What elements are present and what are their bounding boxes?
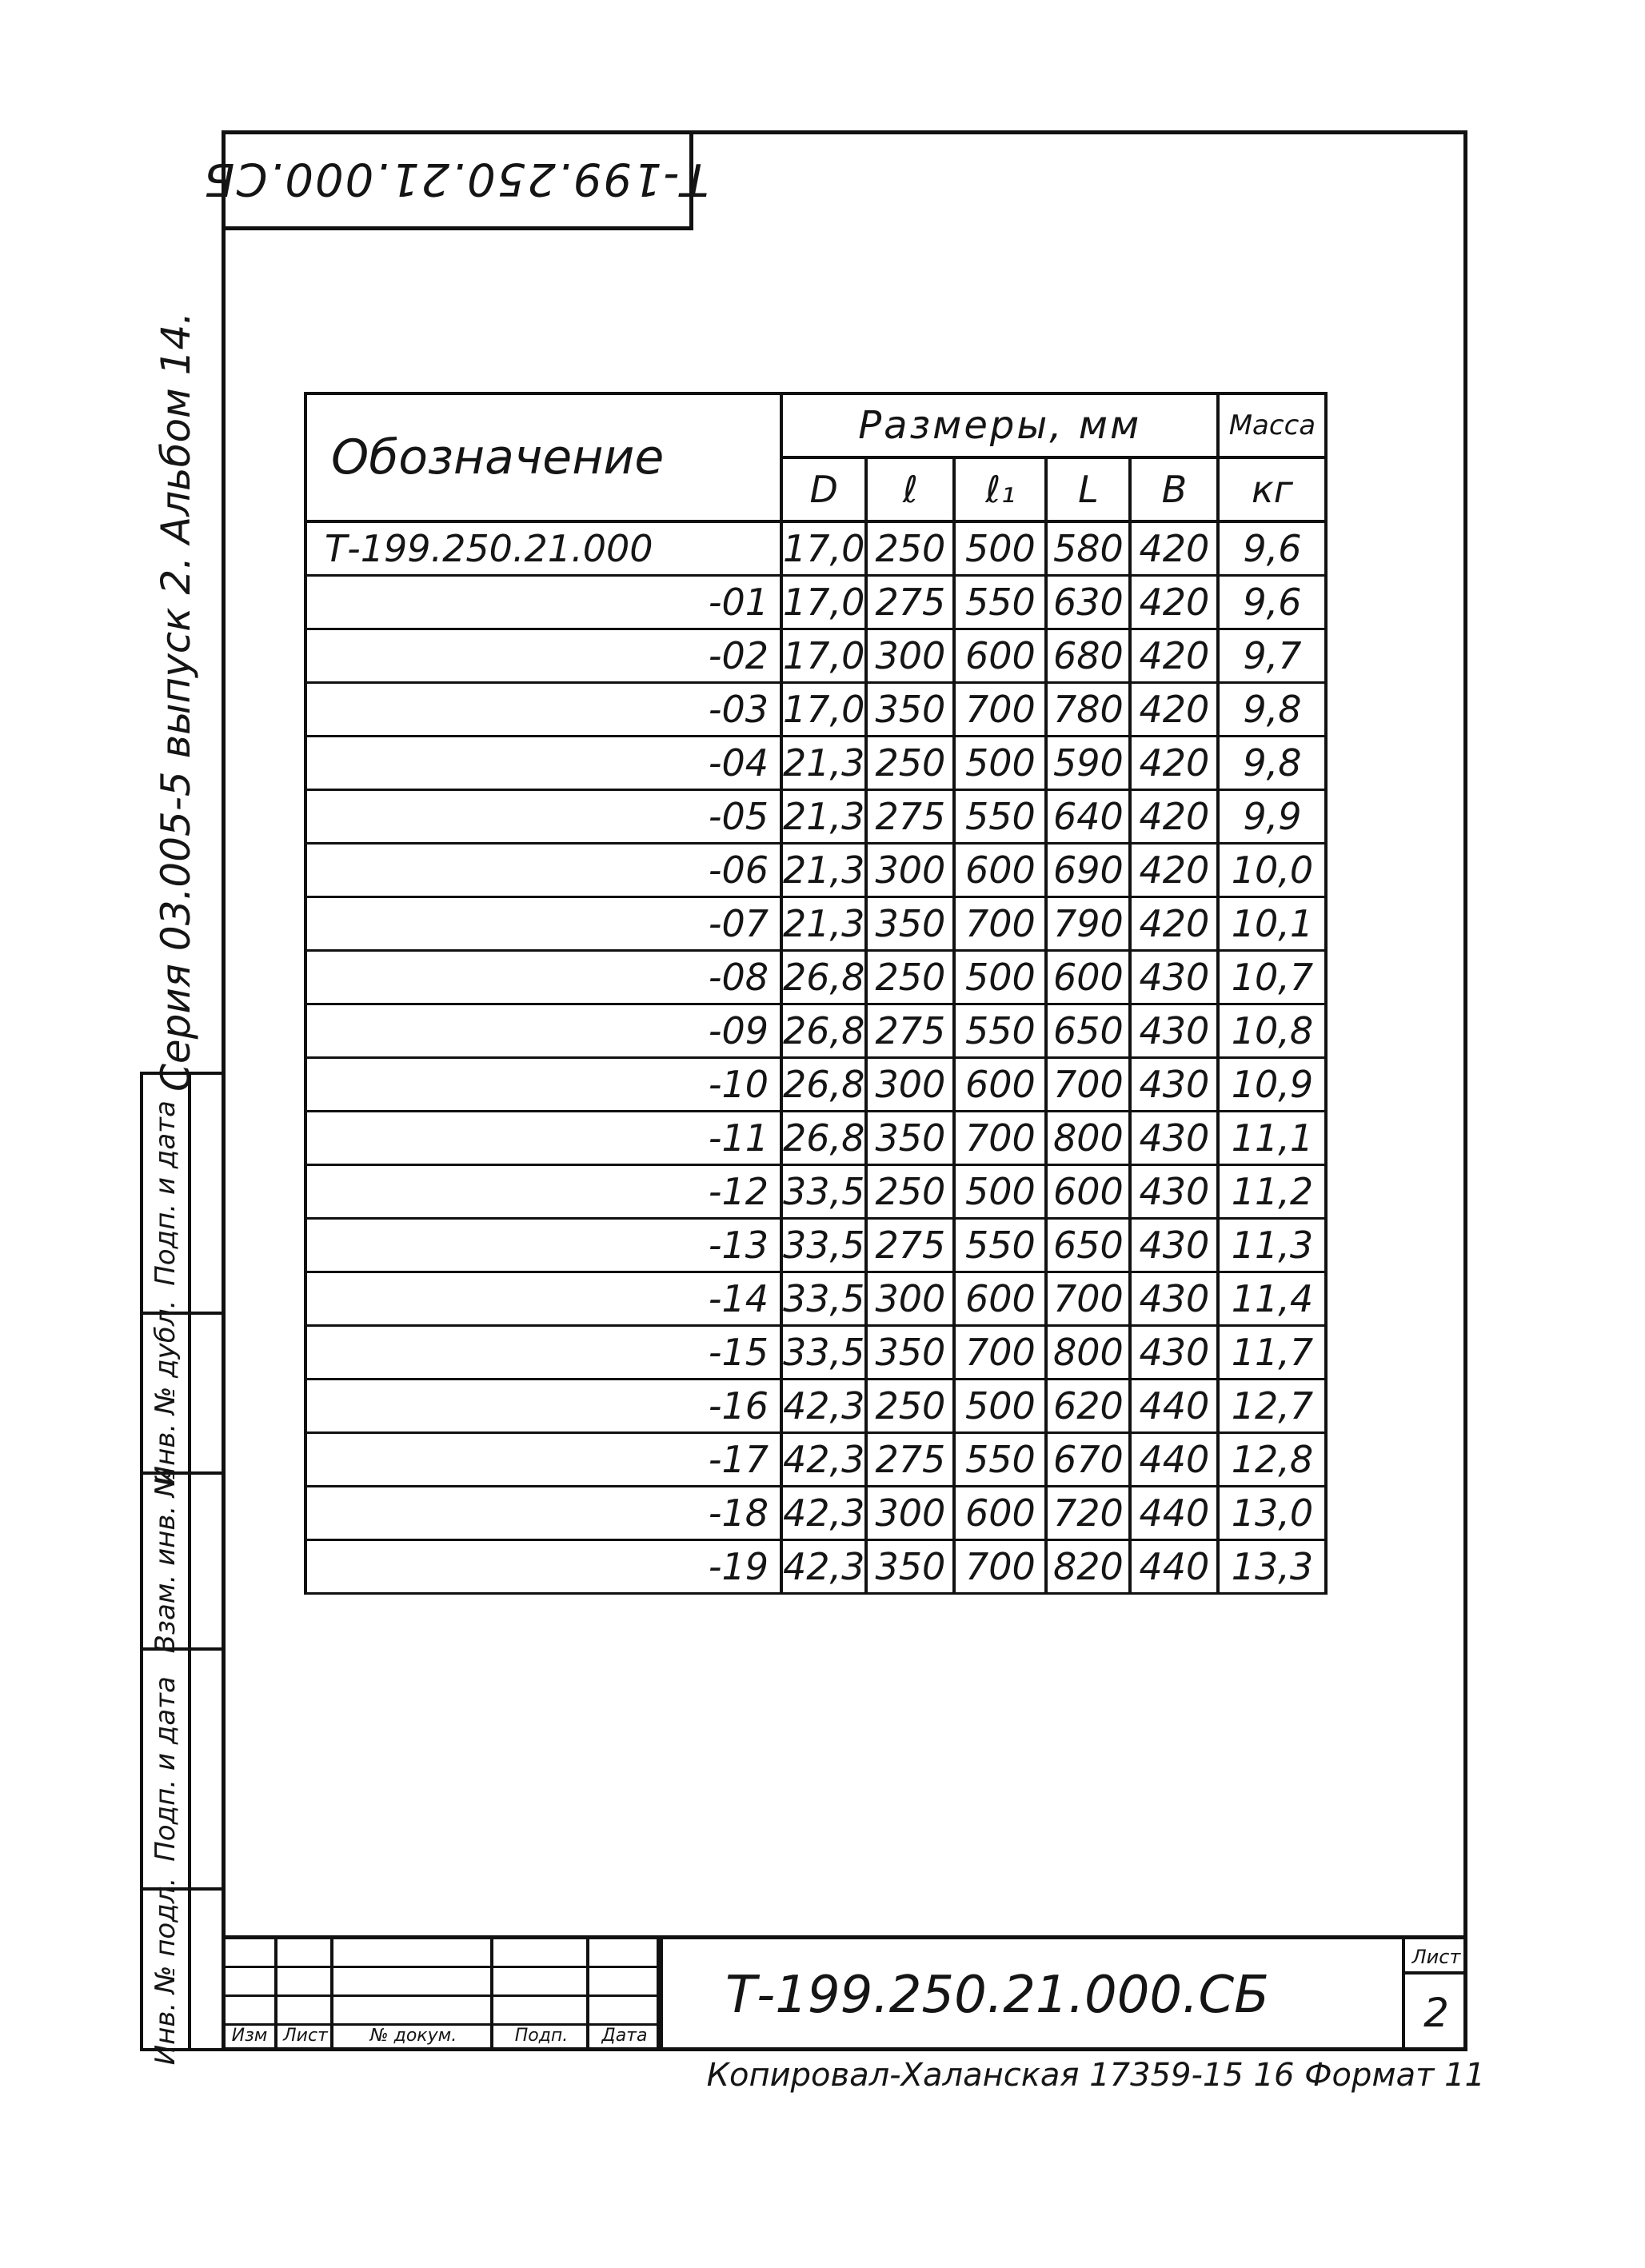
table-row: [305, 1112, 1326, 1165]
cell-designation: -06: [305, 844, 781, 897]
cell-d: 17,0: [781, 576, 866, 629]
cell-b: 420: [1130, 897, 1218, 951]
cell-designation: -11: [305, 1112, 781, 1165]
header-col-l1: ℓ₁: [954, 457, 1046, 521]
document-number: Т-199.250.21.000.СБ: [725, 1966, 1270, 2025]
cell-designation: -12: [305, 1165, 781, 1219]
corner-stamp-text: Т-199.250.21.000.СБ: [202, 152, 709, 205]
table-row: [305, 737, 1326, 790]
cell-length: 800: [1046, 1326, 1130, 1380]
cell-b: 430: [1130, 1165, 1218, 1219]
cell-d: 33,5: [781, 1272, 866, 1326]
table-row: [305, 951, 1326, 1004]
cell-mass: 13,3: [1218, 1540, 1326, 1594]
table-row: [305, 1380, 1326, 1433]
sheet-number: 2: [1423, 1990, 1449, 2036]
cell-l1: 700: [954, 1112, 1046, 1165]
cell-l1: 550: [954, 576, 1046, 629]
cell-l1: 700: [954, 897, 1046, 951]
cell-b: 420: [1130, 576, 1218, 629]
cell-l: 250: [866, 737, 954, 790]
cell-designation: -01: [305, 576, 781, 629]
tb-header-date: Дата: [601, 2026, 648, 2046]
cell-l1: 700: [954, 1540, 1046, 1594]
cell-b: 430: [1130, 951, 1218, 1004]
cell-l1: 500: [954, 1380, 1046, 1433]
cell-l1: 550: [954, 1219, 1046, 1272]
cell-designation: -07: [305, 897, 781, 951]
table-row: [305, 1433, 1326, 1487]
cell-mass: 11,3: [1218, 1219, 1326, 1272]
side-cell-dup-inv: [143, 1300, 222, 1487]
cell-d: 42,3: [781, 1540, 866, 1594]
cell-l: 300: [866, 1272, 954, 1326]
cell-l: 275: [866, 576, 954, 629]
cell-mass: 11,4: [1218, 1272, 1326, 1326]
dimensions-table: [304, 392, 1328, 1595]
cell-length: 650: [1046, 1219, 1130, 1272]
cell-b: 420: [1130, 790, 1218, 844]
cell-l1: 500: [954, 737, 1046, 790]
title-block-revision-grid: [222, 1939, 660, 2051]
cell-length: 640: [1046, 790, 1130, 844]
cell-mass: 10,1: [1218, 897, 1326, 951]
corner-stamp: [202, 130, 709, 230]
footer-copy-note: Копировал-Халанская 17359-15 16 Формат 11: [706, 2057, 1485, 2094]
header-col-l: ℓ: [866, 457, 954, 521]
cell-mass: 11,1: [1218, 1112, 1326, 1165]
cell-length: 700: [1046, 1272, 1130, 1326]
side-label-sign-date-2: Подп. и дата: [150, 1100, 182, 1286]
cell-b: 430: [1130, 1112, 1218, 1165]
cell-b: 440: [1130, 1540, 1218, 1594]
table-row: [305, 897, 1326, 951]
side-cell-inv-orig: [143, 1877, 222, 2065]
table-row: [305, 683, 1326, 737]
sheet-label: Лист: [1405, 1939, 1467, 1975]
cell-designation: -08: [305, 951, 781, 1004]
cell-l: 300: [866, 844, 954, 897]
cell-length: 630: [1046, 576, 1130, 629]
cell-d: 33,5: [781, 1219, 866, 1272]
cell-l: 275: [866, 1004, 954, 1058]
cell-b: 430: [1130, 1272, 1218, 1326]
table-row: [305, 1272, 1326, 1326]
cell-l: 250: [866, 1165, 954, 1219]
cell-length: 600: [1046, 951, 1130, 1004]
cell-length: 670: [1046, 1433, 1130, 1487]
cell-l1: 500: [954, 951, 1046, 1004]
cell-b: 430: [1130, 1219, 1218, 1272]
side-stamp-strip: [140, 1072, 222, 2065]
cell-mass: 9,8: [1218, 683, 1326, 737]
cell-l: 300: [866, 629, 954, 683]
cell-designation: -03: [305, 683, 781, 737]
cell-designation: -16: [305, 1380, 781, 1433]
cell-d: 42,3: [781, 1487, 866, 1540]
tb-header-signature: Подп.: [514, 2026, 569, 2046]
cell-b: 440: [1130, 1487, 1218, 1540]
cell-designation: -02: [305, 629, 781, 683]
header-mass-unit: кг: [1218, 457, 1326, 521]
cell-l: 275: [866, 1433, 954, 1487]
cell-l1: 600: [954, 1272, 1046, 1326]
cell-l1: 600: [954, 1058, 1046, 1112]
cell-length: 720: [1046, 1487, 1130, 1540]
cell-b: 420: [1130, 629, 1218, 683]
title-block: [222, 1935, 1467, 2051]
cell-l1: 600: [954, 1487, 1046, 1540]
cell-l1: 700: [954, 683, 1046, 737]
cell-length: 820: [1046, 1540, 1130, 1594]
cell-d: 17,0: [781, 629, 866, 683]
cell-mass: 9,6: [1218, 576, 1326, 629]
table-row: [305, 1004, 1326, 1058]
table-row: [305, 576, 1326, 629]
cell-l1: 550: [954, 1433, 1046, 1487]
cell-l: 300: [866, 1487, 954, 1540]
cell-l1: 600: [954, 844, 1046, 897]
cell-l: 250: [866, 521, 954, 576]
cell-mass: 9,9: [1218, 790, 1326, 844]
cell-b: 440: [1130, 1433, 1218, 1487]
cell-designation: -13: [305, 1219, 781, 1272]
tb-header-doc-number: № докум.: [369, 2026, 457, 2046]
table-row: [305, 1326, 1326, 1380]
cell-length: 780: [1046, 683, 1130, 737]
cell-designation: -10: [305, 1058, 781, 1112]
table-row: [305, 1487, 1326, 1540]
cell-mass: 11,7: [1218, 1326, 1326, 1380]
cell-mass: 9,8: [1218, 737, 1326, 790]
cell-l1: 550: [954, 1004, 1046, 1058]
cell-b: 420: [1130, 683, 1218, 737]
tb-header-change: Изм: [231, 2026, 268, 2046]
cell-d: 26,8: [781, 1112, 866, 1165]
cell-length: 680: [1046, 629, 1130, 683]
cell-l1: 700: [954, 1326, 1046, 1380]
cell-d: 21,3: [781, 897, 866, 951]
cell-d: 17,0: [781, 521, 866, 576]
cell-mass: 9,6: [1218, 521, 1326, 576]
cell-d: 21,3: [781, 790, 866, 844]
cell-mass: 10,7: [1218, 951, 1326, 1004]
cell-b: 420: [1130, 521, 1218, 576]
cell-d: 26,8: [781, 1058, 866, 1112]
cell-l: 250: [866, 951, 954, 1004]
table-row: [305, 521, 1326, 576]
cell-l: 350: [866, 1326, 954, 1380]
cell-mass: 13,0: [1218, 1487, 1326, 1540]
cell-length: 690: [1046, 844, 1130, 897]
cell-l1: 500: [954, 1165, 1046, 1219]
cell-l1: 550: [954, 790, 1046, 844]
cell-mass: 12,7: [1218, 1380, 1326, 1433]
side-label-inv-orig: Инв. № подл.: [150, 1877, 182, 2065]
cell-d: 21,3: [781, 844, 866, 897]
cell-mass: 10,9: [1218, 1058, 1326, 1112]
cell-l1: 600: [954, 629, 1046, 683]
cell-designation: -17: [305, 1433, 781, 1487]
cell-length: 600: [1046, 1165, 1130, 1219]
cell-designation: -14: [305, 1272, 781, 1326]
cell-mass: 12,8: [1218, 1433, 1326, 1487]
side-cell-sign-date-2: [143, 1075, 222, 1315]
cell-b: 420: [1130, 737, 1218, 790]
cell-mass: 9,7: [1218, 629, 1326, 683]
cell-l: 350: [866, 897, 954, 951]
cell-l: 275: [866, 790, 954, 844]
cell-d: 26,8: [781, 951, 866, 1004]
cell-l: 275: [866, 1219, 954, 1272]
cell-mass: 11,2: [1218, 1165, 1326, 1219]
cell-length: 800: [1046, 1112, 1130, 1165]
side-cell-replace-inv: [143, 1468, 222, 1654]
cell-mass: 10,8: [1218, 1004, 1326, 1058]
table-row: [305, 790, 1326, 844]
cell-b: 430: [1130, 1004, 1218, 1058]
series-label: Серия 03.005-5 выпуск 2. Альбом 14.: [153, 311, 199, 1092]
cell-length: 580: [1046, 521, 1130, 576]
table-body: [305, 521, 1326, 1594]
tb-header-sheet: Лист: [283, 2026, 328, 2046]
table-row: [305, 1165, 1326, 1219]
cell-d: 42,3: [781, 1433, 866, 1487]
header-dimensions-group: Размеры, мм: [781, 393, 1218, 457]
cell-b: 430: [1130, 1326, 1218, 1380]
cell-length: 700: [1046, 1058, 1130, 1112]
cell-l: 300: [866, 1058, 954, 1112]
cell-length: 650: [1046, 1004, 1130, 1058]
header-mass: Масса: [1218, 393, 1326, 457]
cell-designation: -09: [305, 1004, 781, 1058]
side-cell-sign-date-1: [143, 1651, 222, 1891]
header-col-d: D: [781, 457, 866, 521]
cell-l1: 500: [954, 521, 1046, 576]
table-row: [305, 629, 1326, 683]
cell-b: 440: [1130, 1380, 1218, 1433]
cell-length: 790: [1046, 897, 1130, 951]
header-designation: Обозначение: [305, 393, 781, 521]
cell-d: 33,5: [781, 1326, 866, 1380]
cell-length: 620: [1046, 1380, 1130, 1433]
side-label-sign-date-1: Подп. и дата: [150, 1676, 182, 1862]
cell-length: 590: [1046, 737, 1130, 790]
table-row: [305, 844, 1326, 897]
table-row: [305, 1219, 1326, 1272]
cell-d: 33,5: [781, 1165, 866, 1219]
cell-d: 26,8: [781, 1004, 866, 1058]
sheet-box: [1402, 1939, 1467, 2051]
cell-b: 420: [1130, 844, 1218, 897]
cell-mass: 10,0: [1218, 844, 1326, 897]
side-label-replace-inv: Взам. инв. №: [150, 1468, 182, 1654]
header-col-b: B: [1130, 457, 1218, 521]
cell-l: 350: [866, 683, 954, 737]
header-col-length: L: [1046, 457, 1130, 521]
cell-designation: -15: [305, 1326, 781, 1380]
cell-l: 350: [866, 1112, 954, 1165]
side-label-dup-inv: Инв. № дубл.: [150, 1300, 182, 1487]
table-row: [305, 1058, 1326, 1112]
cell-designation: -05: [305, 790, 781, 844]
cell-designation: -19: [305, 1540, 781, 1594]
cell-designation: -18: [305, 1487, 781, 1540]
cell-d: 17,0: [781, 683, 866, 737]
cell-l: 350: [866, 1540, 954, 1594]
cell-l: 250: [866, 1380, 954, 1433]
cell-designation: -04: [305, 737, 781, 790]
table-row: [305, 1540, 1326, 1594]
cell-b: 430: [1130, 1058, 1218, 1112]
cell-d: 42,3: [781, 1380, 866, 1433]
cell-designation: Т-199.250.21.000: [305, 521, 781, 576]
cell-d: 21,3: [781, 737, 866, 790]
